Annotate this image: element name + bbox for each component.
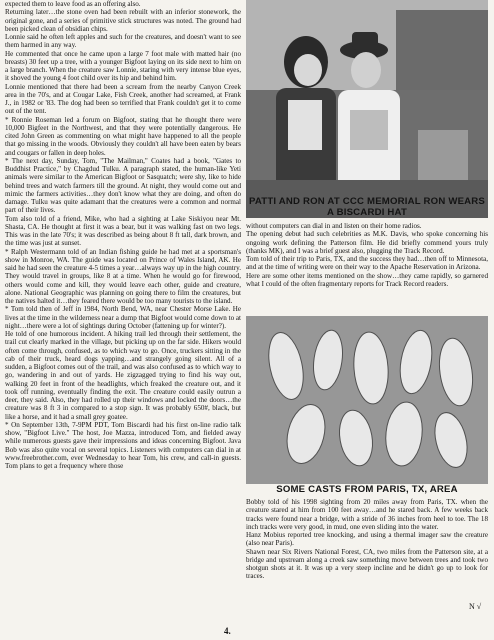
- paragraph: Returning later…the stone oven had been rebuilt with an inferior stonework, the original gone, and a series of primitive stick structures was noted. The ground had been picked clean of obsidian chips.: [5, 8, 241, 33]
- paragraph: Tom also told of a friend, Mike, who had a sighting at Lake Siskiyou near Mt. Shasta, CA. He thought at first it was a bear, but it was walking fast on two legs. This was in the late 70's; it was described as being about 8 ft tall, dark brown, and the time was just at sunset.: [5, 214, 241, 248]
- right-column: [246, 0, 488, 636]
- page-number: 4.: [224, 626, 231, 636]
- paragraph: Lonnie said he often left apples and such for the creatures, and doesn't want to see them harmed in any way.: [5, 33, 241, 50]
- casts-photo-caption: SOME CASTS FROM PARIS, TX, AREA: [276, 484, 458, 495]
- paragraph: Tom told of their trip to Paris, TX, and the success they had…then off to Minnesota, and at the time of writing were on their way to the Apache Reservation in Arizona.: [246, 255, 488, 272]
- casts-photo-image: [246, 316, 488, 484]
- memorial-photo: [246, 0, 488, 218]
- right-bottom-article: [246, 498, 488, 636]
- paragraph: expected them to leave food as an offering also.: [5, 0, 141, 8]
- paragraph: * The next day, Sunday, Tom, "The Mailman," Coates had a book, "Gates to Buddhist Practice," by Chagdud Tulku. A paragraph stated, the human-like Yeti animals were similar to the American Bigfoot or Sasquatch; were shy, like to hide behind trees and watch farmers till the ground. At night, they would come out and mimic the farmers activities…they don't know what they are doing, and often do damage. Tulku was quite adamant that the creatures were a common and normal part of their lives.: [5, 156, 241, 215]
- paragraph: * Tom told then of Jeff in 1984, North Bend, WA, near Chester Morse Lake. He lives at the time in the wilderness near a dump that Bigfoot would come down to at night…there were a lot of sightings during October (fattening up for winter?).: [5, 305, 241, 330]
- paragraph: He told of one humorous incident. A hiking trail led through their settlement, the trail cut clearly marked in the village, but picking up on the far side. Hikers would often come through, confused, as to which way to go. Once, truckers sitting in the cab of their truck, heard dogs yapping…and strangely going silent. All of a sudden, a Bigfoot comes out of the trail, and was also confused as to which way to go, wandering in and out of yards. He zigzagged trying to find his way out, walking 20 feet in front of the headlights, which freaked the creature out, and it took off running, eventually finding the exit. The creature could easily outrun a deer, they said. Also, they had rolled up their windows and locked the doors…the creature was 8 ft 3 in compared to a stop sign. It was probably 650#, black, but like a horse, and it had a small grey goatee.: [5, 330, 241, 421]
- handwritten-margin-mark: N √: [469, 602, 482, 611]
- casts-photo: [246, 316, 488, 484]
- paragraph: The opening debut had such celebrities as M.K. Davis, who spoke concerning his ongoing work defining the Patterson film. He did briefly commend yours truly (thanks MK), and I was a brief guest also, plugging the Track Record.: [246, 230, 488, 255]
- paragraph: Hanz Mobius reported tree knocking, and using a thermal imager saw the creature (also near Paris).: [246, 531, 488, 548]
- paragraph: Lonnie mentioned that there had been a scream from the nearby Canyon Creek area in the 70's, and at Cougar Lake, Fish Creek, another had screamed, at Frank J., in 1982 or '83. The dog had been so terrified that Frank couldn't get it to come out of the tent.: [5, 82, 241, 116]
- paragraph: Here are some other items mentioned on the show…they came rapidly, so garnered what I could of the often fragmentary reports for Track Record readers.: [246, 271, 488, 288]
- paragraph: Shawn near Six Rivers National Forest, CA, two miles from the Patterson site, at a bridge and upstream along a creek saw something move between trees and took two shotgun shots at it. It was up a very steep incline and he didn't go up to look for traces.: [246, 547, 488, 581]
- paragraph: without computers can dial in and listen on their home radios.: [246, 222, 422, 230]
- memorial-photo-image: [246, 0, 488, 218]
- left-article-column: [5, 0, 241, 636]
- paragraph: Bobby told of his 1998 sighting from 20 miles away from Paris, TX. when the creature stared at him from 100 feet away…and he stared back. A few weeks back tracks were found near a bridge, with a stride of 36 inches from heel to toe. The 18 inch tracks were very good, in mud, one even sliding into the water.: [246, 498, 488, 531]
- paragraph: * On September 13th, 7-9PM PDT, Tom Biscardi had his first on-line radio talk show, "Bigfoot Live." The host, Joe Mazza, introduced Tom, and fielded away while numerous guests gave their impressions and ideas concerning Bigfoot. Java Bob was also quite vocal on several topics. Listeners with computers can dial in at www.freebrother.com, ever Wednesday to hear Tom, his crew, and call-in guests. Tom plans to get a frequency where those: [5, 420, 241, 470]
- paragraph: He commented that once he came upon a large 7 foot male with matted hair (no breasts) 30 feet up a tree, with a younger Bigfoot laying on its side next to him on a large branch. When the creature saw Lonnie, staring with very intense blue eyes, it shoved the young 4 foot child over its hip and behind him.: [5, 49, 241, 83]
- paragraph: * Ralph Westermann told of an Indian fishing guide he had met at a sportsman's show in Monroe, WA. The guide was located on Prince of Wales Island, AK. He said he had seen the creature 4-5 times a year…always way up in the high country. They would travel in groups, like 8 at a time. When he would go for firewood, others would come and kill, they would leave each other, guide and creature, alone. National Geographic was planning on going there to film the creatures, but the natives halted it…they feared there would be too many tourists to the island.: [5, 247, 241, 305]
- right-top-article: [246, 222, 488, 314]
- memorial-photo-caption: PATTI AND RON AT CCC MEMORIAL RON WEARS A BISCARDI HAT: [248, 196, 486, 218]
- paragraph: * Ronnie Roseman led a forum on Bigfoot, stating that he thought there were 10,000 Bigfeet in the Northwest, and that they were potentially dangerous. He cited John Green as commenting on what might have happened to all the people that go missing in the woods. Obviously they couldn't all have been eaten by bears and cougars or fallen in deep holes.: [5, 115, 241, 157]
